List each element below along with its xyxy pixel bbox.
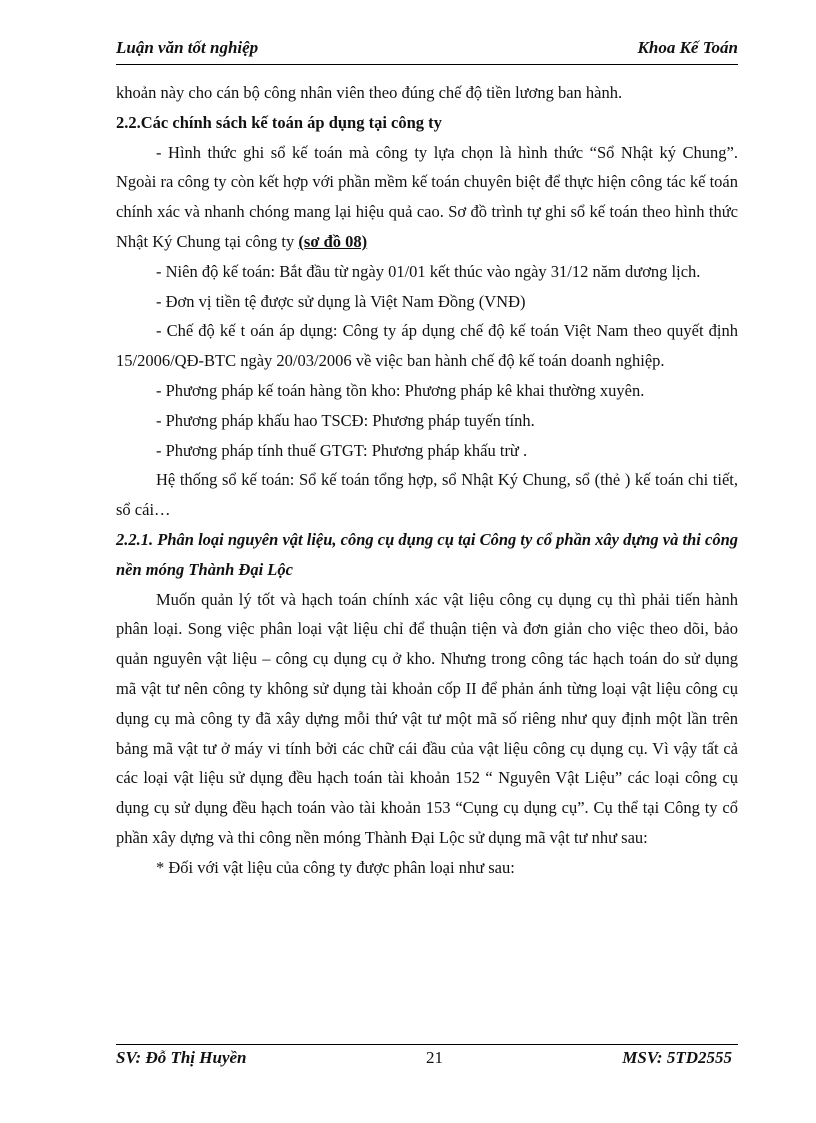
footer-student-name: SV: Đỗ Thị Huyền <box>116 1048 247 1067</box>
diagram-reference-link[interactable]: (sơ đồ 08) <box>298 231 368 251</box>
paragraph-depreciation-method: - Phương pháp khấu hao TSCĐ: Phương pháp tuyến tính. <box>156 410 535 430</box>
page-number: 21 <box>426 1048 443 1067</box>
paragraph-continuation: khoản này cho cán bộ công nhân viên theo đúng chế độ tiền lương ban hành. <box>116 83 623 102</box>
bookkeeping-form-text: - Hình thức ghi sổ kế toán mà công ty lựa chọn là hình thức “Sổ Nhật ký Chung”. Ngoài ra công ty còn kết hợp với phần mềm kế toán chuyên biệt để thực hiện công tác kế toán chính xác và nhanh chóng mang lại hiệu quả cao. Sơ đồ trình tự ghi sổ kế toán theo hình thức Nhật Ký Chung tại công ty <box>116 142 738 251</box>
document-body <box>116 78 738 883</box>
paragraph-classification: Muốn quản lý tốt và hạch toán chính xác vật liệu công cụ dụng cụ thì phải tiến hành phân loại. Song việc phân loại vật liệu chỉ để thuận tiện và đơn giản cho việc theo dõi, bảo quản nguyên vật liệu – công cụ dụng cụ ở kho. Nhưng trong công tác hạch toán do sử dụng mã vật tư nên công ty không sử dụng tài khoản cốp II để phản ánh từng loại vật liệu công cụ dụng cụ mà công ty đã xây dựng mỗi thứ vật tư một mã số riêng như quy định một lần trên bảng mã vật tư ở máy vi tính bởi các chữ cái đầu của vật liệu công cụ dụng cụ. Vì vậy tất cả các loại vật liệu sử dụng đều hạch toán tài khoản 152 “ Nguyên Vật Liệu” các loại công cụ dụng cụ sử dụng đều hạch toán vào tài khoản 153 “Cụng cụ dụng cụ”. Cụ thể tại Công ty cổ phần xây dựng và thi công nền móng Thành Đại Lộc sử dụng mã vật tư như sau: <box>116 589 738 847</box>
paragraph-bookkeeping-form <box>116 138 738 257</box>
paragraph-accounting-regime: - Chế độ kế t oán áp dụng: Công ty áp dụng chế độ kế toán Việt Nam theo quyết định 15/2006/QĐ-BTC ngày 20/03/2006 về việc ban hành chế độ kế toán doanh nghiệp. <box>116 321 738 371</box>
footer-student-id: MSV: 5TD2555 <box>622 1048 732 1067</box>
header-department: Khoa Kế Toán <box>637 38 738 57</box>
paragraph-currency: - Đơn vị tiền tệ được sử dụng là Việt Nam Đồng (VNĐ) <box>156 291 526 311</box>
paragraph-ledger-system: Hệ thống sổ kế toán: Sổ kế toán tổng hợp, sổ Nhật Ký Chung, sổ (thẻ ) kế toán chi tiết, sổ cái… <box>116 470 738 520</box>
section-heading-2-2-1: 2.2.1. Phân loại nguyên vật liệu, công cụ dụng cụ tại Công ty cổ phần xây dựng và thi công nền móng Thành Đại Lộc <box>116 529 738 579</box>
section-heading-2-2: 2.2.Các chính sách kế toán áp dụng tại công ty <box>116 112 442 132</box>
paragraph-material-intro: * Đối với vật liệu của công ty được phân loại như sau: <box>156 857 515 877</box>
header-thesis-title: Luận văn tốt nghiệp <box>116 38 259 57</box>
header-rule <box>116 64 738 65</box>
paragraph-inventory-method: - Phương pháp kế toán hàng tồn kho: Phương pháp kê khai thường xuyên. <box>156 380 645 400</box>
paragraph-vat-method: - Phương pháp tính thuế GTGT: Phương pháp khấu trừ . <box>156 440 528 460</box>
paragraph-fiscal-year: - Niên độ kế toán: Bắt đầu từ ngày 01/01 kết thúc vào ngày 31/12 năm dương lịch. <box>156 261 701 281</box>
page-footer <box>116 1048 732 1072</box>
footer-rule <box>116 1044 738 1045</box>
page-header <box>116 38 738 62</box>
